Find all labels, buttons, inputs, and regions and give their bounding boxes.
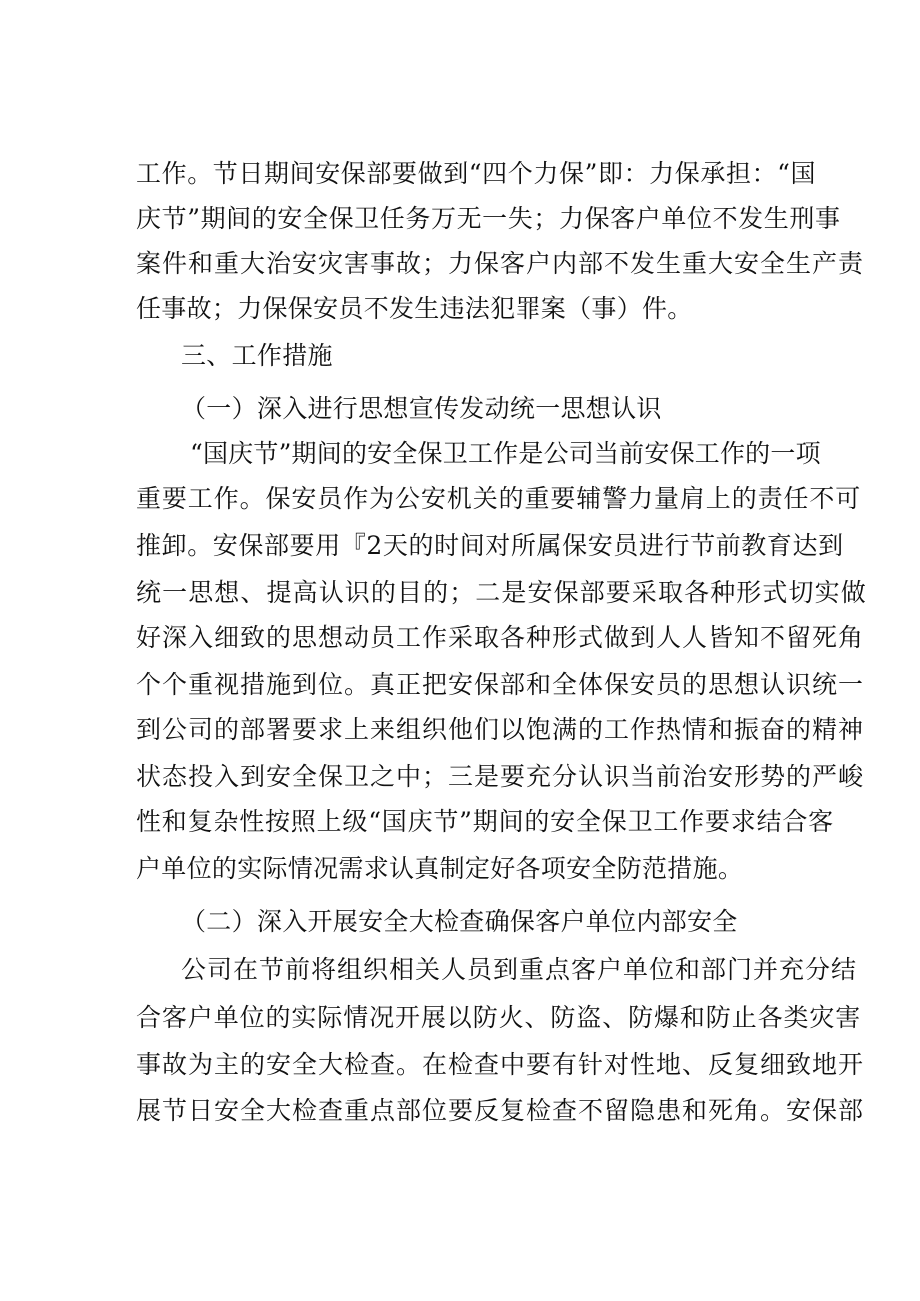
paragraph-2-line-5: 好深入细致的思想动员工作采取各种形式做到人人皆知不留死角 [136, 623, 865, 652]
paragraph-1-line-1: 工作。节日期间安保部要做到“四个力保”即：力保承担：“国 [136, 159, 817, 188]
paragraph-2-line-1: “国庆节”期间的安全保卫工作是公司当前安保工作的一项 [190, 439, 821, 468]
paragraph-2-line-10: 户单位的实际情况需求认真制定好各项安全防范措施。 [136, 854, 744, 883]
paragraph-2-line-3: 推卸。安保部要用『2天的时间对所属保安员进行节前教育达到 [136, 531, 844, 560]
paragraph-1-line-2: 庆节”期间的安全保卫任务万无一失；力保客户单位不发生刑事 [136, 204, 841, 233]
paragraph-1-line-3: 案件和重大治安灾害事故；力保客户内部不发生重大安全生产责 [136, 249, 865, 278]
subheading-2: （二）深入开展安全大检查确保客户单位内部安全 [181, 907, 738, 936]
paragraph-3-line-1: 公司在节前将组织相关人员到重点客户单位和部门并充分结 [181, 955, 858, 984]
subheading-1: （一）深入进行思想宣传发动统一思想认识 [181, 394, 662, 423]
paragraph-2-line-7: 到公司的部署要求上来组织他们以饱满的工作热情和振奋的精神 [136, 715, 865, 744]
paragraph-3-line-3: 事故为主的安全大检查。在检查中要有针对性地、反复细致地开 [136, 1050, 865, 1079]
paragraph-2-line-9: 性和复杂性按照上级“国庆节”期间的安全保卫工作要求结合客 [136, 807, 834, 836]
paragraph-2-line-4: 统一思想、提高认识的目的；二是安保部要采取各种形式切实做 [136, 578, 867, 607]
paragraph-2-line-2: 重要工作。保安员作为公安机关的重要辅警力量肩上的责任不可 [136, 484, 862, 513]
paragraph-3-line-4: 展节日安全大检查重点部位要反复检查不留隐患和死角。安保部 [136, 1096, 865, 1125]
paragraph-3-line-2: 合客户单位的实际情况开展以防火、防盗、防爆和防止各类灾害 [136, 1003, 862, 1032]
paragraph-2-line-6: 个个重视措施到位。真正把安保部和全体保安员的思想认识统一 [136, 670, 865, 699]
paragraph-2-line-8: 状态投入到安全保卫之中；三是要充分认识当前治安形势的严峻 [136, 762, 865, 791]
section-heading: 三、工作措施 [181, 341, 333, 370]
paragraph-1-line-4: 任事故；力保保安员不发生违法犯罪案（事）件。 [136, 294, 693, 323]
